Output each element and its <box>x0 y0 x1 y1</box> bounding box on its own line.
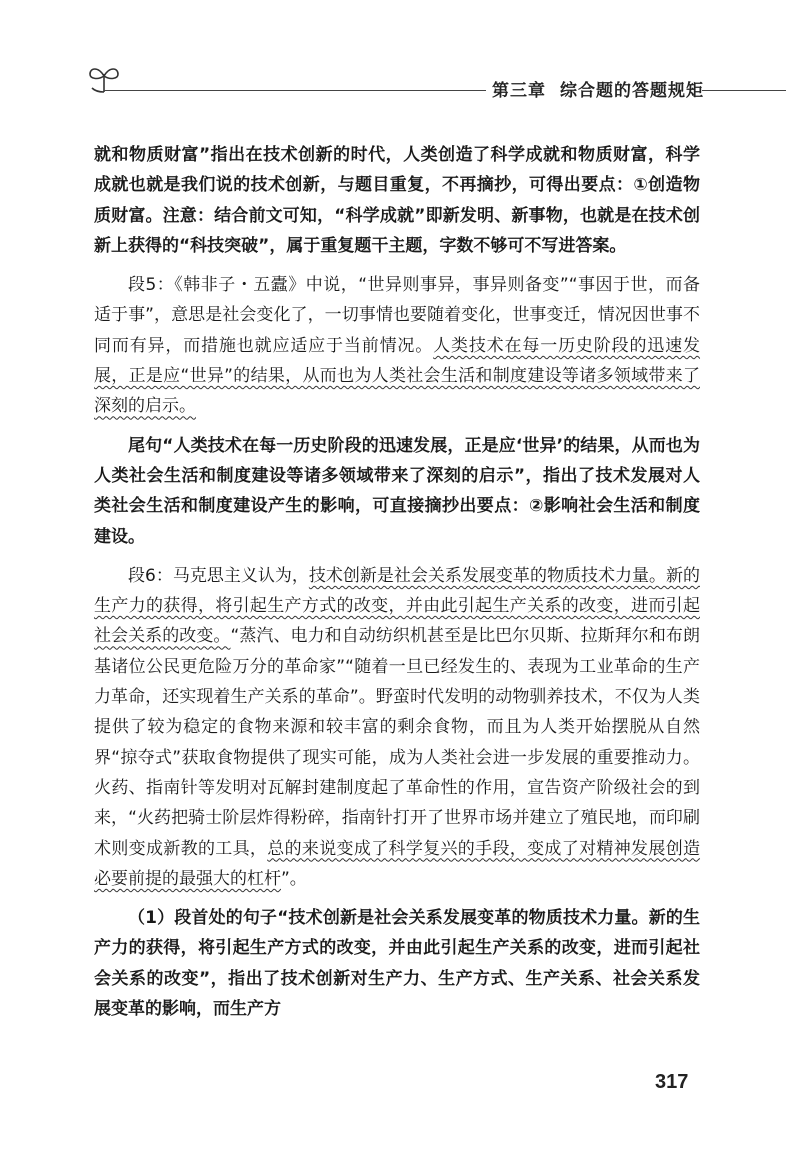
paragraph-6-body: “蒸汽、电力和自动纺织机甚至是比巴尔贝斯、拉斯拜尔和布朗基诸位公民更危险万分的革命家”“随着一旦已经发生的、表现为工业革命的生产力革命，还实现着生产关系的革命”。野蛮时代发明的动物驯养技术，不仅为人类提供了较为稳定的食物来源和较丰富的剩余食物，而且为人类开始摆脱从自然界“掠夺式”获取食物提供了现实可能，成为人类社会进一步发展的重要推动力。火药、指南针等发明对瓦解封建制度起了革命性的作用，宣告资产阶级社会的到来，“火药把骑士阶层炸得粉碎，指南针打开了世界市场并建立了殖民地，而印刷术则变成新教的工具， <box>94 626 700 859</box>
page-body <box>94 140 700 1033</box>
paragraph-5 <box>94 270 700 421</box>
paragraph-5-text: 段5：《韩非子・五蠹》中说，“世异则事异，事异则备变”“事因于世，而备适于事”，意思是社会变化了，一切事情也要随着变化，世事变迁，情况因世事不同而有异，而措施也就应适应于当前情况。 <box>94 275 700 356</box>
page-number: 317 <box>655 1071 689 1093</box>
paragraph-6-intro: 段6：马克思主义认为， <box>128 565 309 586</box>
paragraph-6 <box>94 561 700 894</box>
running-header <box>86 62 786 102</box>
paragraph-6-underlined-b: 总的来说变成了科学复兴的手段，变成了对精神发展创造必要前提的最强大的杠杆 <box>94 838 701 889</box>
chapter-title: 综合题的答题规矩 <box>560 81 704 101</box>
paragraph-continuation: 就和物质财富”指出在技术创新的时代，人类创造了科学成就和物质财富，科学成就也就是我们说的技术创新，与题目重复，不再摘抄，可得出要点：①创造物质财富。注意：结合前文可知，“科学成就”即新发明、新事物，也就是在技术创新上获得的“科技突破”，属于重复题干主题，字数不够可不写进答案。 <box>94 145 700 256</box>
header-rule-left <box>104 90 486 91</box>
paragraph-5-analysis: 尾句“人类技术在每一历史阶段的迅速发展，正是应‘世异’的结果，从而也为人类社会生活和制度建设等诸多领域带来了深刻的启示”，指出了技术发展对人类社会生活和制度建设产生的影响，可直接摘抄出要点：②影响社会生活和制度建设。 <box>94 435 700 547</box>
paragraph-6-analysis: （1）段首处的句子“技术创新是社会关系发展变革的物质技术力量。新的生产力的获得，将引起生产方式的改变，并由此引起生产关系的改变，进而引起社会关系的改变”，指出了技术创新对生产力、生产方式、生产关系、社会关系发展变革的影响，而生产方 <box>94 908 700 1020</box>
paragraph-5-underlined: 人类技术在每一历史阶段的迅速发展，正是应“世异”的结果，从而也为人类社会生活和制度建设等诸多领域带来了深刻的启示。 <box>94 335 701 417</box>
chapter-heading <box>492 76 704 101</box>
paragraph-6-underlined-a: 技术创新是社会关系发展变革的物质技术力量。新的生产力的获得，将引起生产方式的改变，并由此引起生产关系的改变，进而引起社会关系的改变。 <box>94 565 700 647</box>
paragraph-6-end: ”。 <box>281 868 307 889</box>
header-rule-right <box>702 90 786 91</box>
chapter-number: 第三章 <box>492 81 546 101</box>
